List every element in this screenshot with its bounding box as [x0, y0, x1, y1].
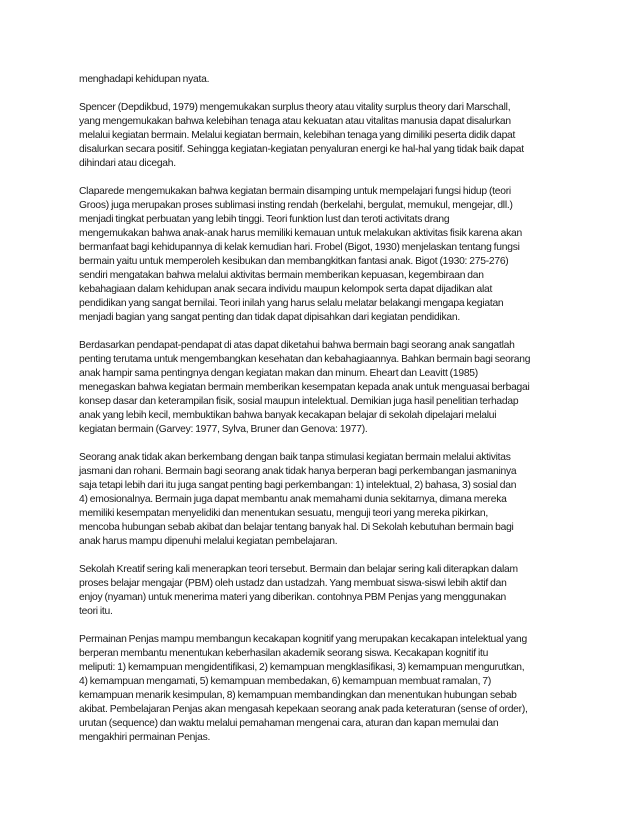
text-line: penting terutama untuk mengembangkan kesehatan dan kebahagiaannya. Bahkan bermain bagi seorang	[79, 354, 531, 365]
text-line: pendidikan yang sangat bernilai. Teori inilah yang harus selalu melatar belakangi mengapa kegiatan	[79, 298, 504, 309]
paragraph	[79, 451, 574, 549]
text-line: kebahagiaan dalam kehidupan anak secara individu maupun kelompok serta dapat dijadikan alat	[79, 284, 493, 295]
text-line: jasmani dan rohani. Bermain bagi seorang anak tidak hanya berperan bagi perkembangan jasmaninya	[79, 466, 517, 477]
paragraph	[79, 633, 574, 745]
text-line: 4) emosionalnya. Bermain juga dapat membantu anak memahami dunia sekitarnya, dimana mereka	[79, 494, 507, 505]
text-line: mengakhiri permainan Penjas.	[79, 732, 211, 743]
text-line: urutan (sequence) dan waktu melalui pemahaman mengenai cara, aturan dan kapan memulai dan	[79, 718, 499, 729]
text-line: disalurkan secara positif. Sehingga kegiatan-kegiatan penyaluran energi ke hal-hal yang tidak baik dapat	[79, 144, 524, 155]
text-line: anak harus mampu dipenuhi melalui kegiatan pembelajaran.	[79, 536, 338, 547]
text-line: menegaskan bahwa kegiatan bermain memberikan kesempatan kepada anak untuk menguasai berbagai	[79, 382, 530, 393]
text-line: proses belajar mengajar (PBM) oleh ustadz dan ustadzah. Yang membuat siswa-siswi lebih aktif dan	[79, 578, 507, 589]
text-line: Permainan Penjas mampu membangun kecakapan kognitif yang merupakan kecakapan intelektual yang	[79, 634, 527, 645]
text-line: enjoy (nyaman) untuk menerima materi yang diberikan. contohnya PBM Penjas yang menggunakan	[79, 592, 507, 603]
text-line: sendiri mengatakan bahwa melalui aktivitas bermain memberikan kepuasan, kegembiraan dan	[79, 270, 484, 281]
paragraph	[79, 563, 574, 619]
paragraph	[79, 73, 574, 87]
paragraph	[79, 339, 574, 437]
paragraph	[79, 185, 574, 325]
text-line: berperan membantu menentukan keberhasilan akademik seorang siswa. Kecakapan kognitif itu	[79, 648, 489, 659]
paragraph	[79, 101, 574, 171]
text-line: Sekolah Kreatif sering kali menerapkan teori tersebut. Bermain dan belajar sering kali diterapkan dalam	[79, 564, 518, 575]
text-line: kemampuan menarik kesimpulan, 8) kemampuan membandingkan dan menentukan hubungan sebab	[79, 690, 517, 701]
text-line: akibat. Pembelajaran Penjas akan mengasah kepekaan seorang anak pada keteraturan (sense of order),	[79, 704, 528, 715]
text-line: melalui kegiatan bermain. Melalui kegiatan bermain, kelebihan tenaga yang dimiliki peserta didik dapat	[79, 130, 516, 141]
text-line: bermain yaitu untuk memperoleh kesibukan dan membangkitkan fantasi anak. Bigot (1930: 275-276)	[79, 256, 509, 267]
text-line: Claparede mengemukakan bahwa kegiatan bermain disamping untuk mempelajari fungsi hidup (teori	[79, 186, 511, 197]
text-line: menjadi bagian yang sangat penting dan tidak dapat dipisahkan dari kegiatan pendidikan.	[79, 312, 460, 323]
text-line: Groos) juga merupakan proses sublimasi insting rendah (berkelahi, bergulat, memukul, mengejar, dll.)	[79, 200, 513, 211]
text-line: yang mengemukakan bahwa kelebihan tenaga atau kekuatan atau vitalitas manusia dapat disalurkan	[79, 116, 511, 127]
text-line: konsep dasar dan keterampilan fisik, sosial maupun intelektual. Demikian juga hasil penelitian terhadap	[79, 396, 519, 407]
text-line: anak yang lebih kecil, membuktikan bahwa banyak kecakapan belajar di sekolah dipelajari melalui	[79, 410, 497, 421]
text-line: 4) kemampuan mengamati, 5) kemampuan membedakan, 6) kemampuan membuat ramalan, 7)	[79, 676, 492, 687]
text-line: menghadapi kehidupan nyata.	[79, 74, 210, 85]
text-line: anak hampir sama pentingnya dengan kegiatan makan dan minum. Eheart dan Leavitt (1985)	[79, 368, 478, 379]
text-line: teori itu.	[79, 606, 113, 617]
text-line: Seorang anak tidak akan berkembang dengan baik tanpa stimulasi kegiatan bermain melalui aktivitas	[79, 452, 511, 463]
text-line: mengemukakan bahwa anak-anak harus memiliki kemauan untuk melakukan aktivitas fisik karena akan	[79, 228, 522, 239]
text-line: memiliki kesempatan menyelidiki dan menentukan sesuatu, menguji teori yang mereka pikirkan,	[79, 508, 488, 519]
text-line: mencoba hubungan sebab akibat dan belajar tentang banyak hal. Di Sekolah kebutuhan bermain bagi	[79, 522, 514, 533]
text-line: bermanfaat bagi kehidupannya di kelak kemudian hari. Frobel (Bigot, 1930) menjelaskan tentang fungsi	[79, 242, 520, 253]
text-line: Berdasarkan pendapat-pendapat di atas dapat diketahui bahwa bermain bagi seorang anak sangatlah	[79, 340, 515, 351]
text-line: dihindari atau dicegah.	[79, 158, 176, 169]
text-line: kegiatan bermain (Garvey: 1977, Sylva, Bruner dan Genova: 1977).	[79, 424, 368, 435]
text-line: Spencer (Depdikbud, 1979) mengemukakan surplus theory atau vitality surplus theory dari Marschall,	[79, 102, 511, 113]
document-page	[79, 73, 574, 759]
text-line: saja tetapi lebih dari itu juga sangat penting bagi perkembangan: 1) intelektual, 2) bahasa, 3) sosial dan	[79, 480, 517, 491]
text-line: meliputi: 1) kemampuan mengidentifikasi, 2) kemampuan mengklasifikasi, 3) kemampuan mengurutkan,	[79, 662, 525, 673]
text-line: menjadi tingkat perbuatan yang lebih tinggi. Teori funktion lust dan teroti activitats drang	[79, 214, 450, 225]
